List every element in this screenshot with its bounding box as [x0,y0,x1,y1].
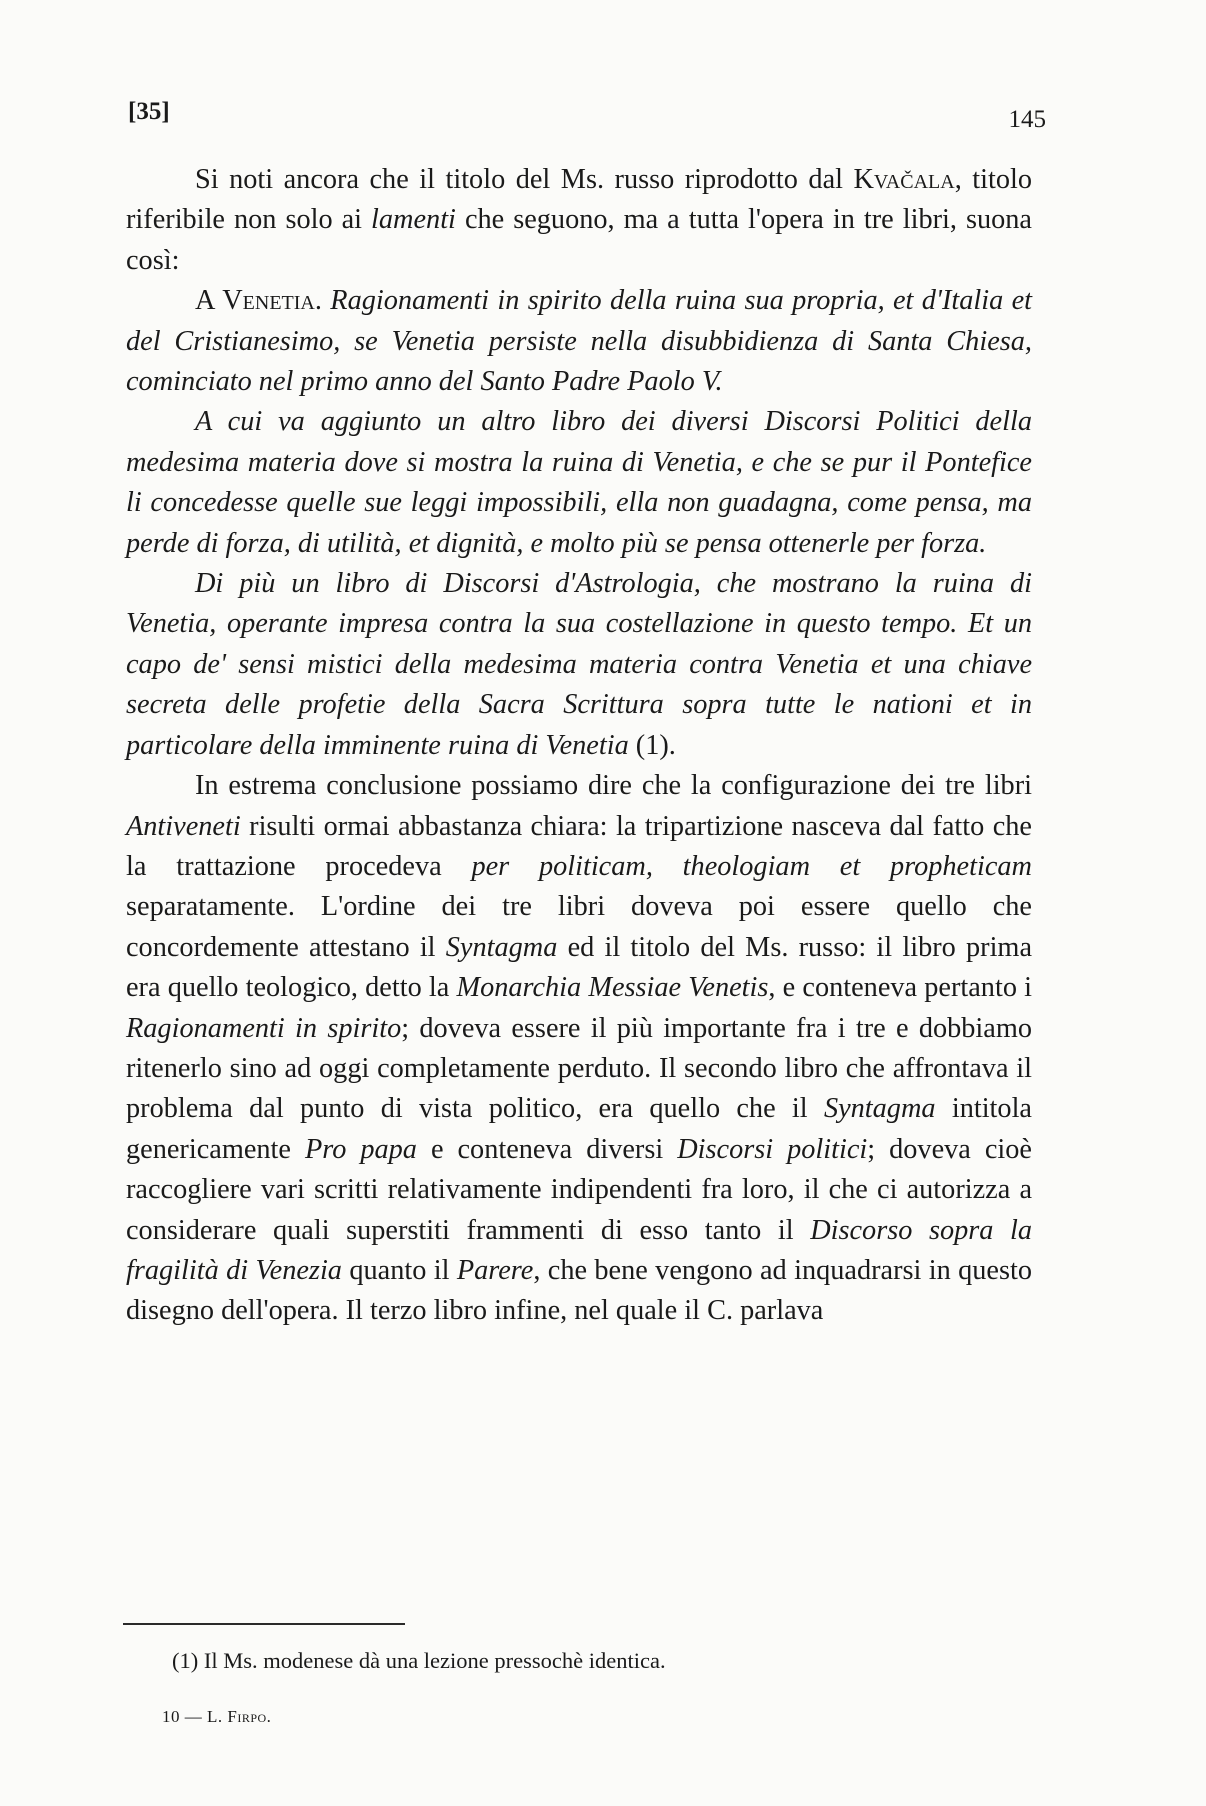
italic-text: Di più un libro di Discorsi d'Astrologia, che mostrano la ruina di Venetia, operante impresa contra la sua costellazione in questo tempo. Et un capo de' sensi mistici della medesima materia contra Venetia et una chiave secreta delle profetie della Sacra Scrittura sopra tutte le nationi et in particolare della imminente ruina di Venetia [126,568,1032,761]
text-run: . [314,285,331,317]
paragraph [126,766,1032,1332]
running-header [128,98,1046,133]
page-section-number: [35] [128,98,170,125]
text-run: ; doveva cioè raccogliere vari scritti relativamente indipendenti fra loro, il che ci autorizza a considerare quali superstiti frammenti di esso tanto il [126,1133,1032,1246]
paragraph [126,564,1032,766]
text-run: Si noti ancora che il titolo del Ms. russo riprodotto dal [195,164,854,195]
text-run: intitola genericamente [126,1093,1032,1165]
text-run: ed il titolo del Ms. russo: il libro prima era quello teologico, detto la [126,931,1033,1004]
body-text [126,160,1032,1332]
italic-text: Syntagma [445,931,558,963]
italic-text: Pro papa [304,1133,417,1165]
text-run: risulti ormai abbastanza chiara: la tripartizione nasceva dal fatto che la trattazione procedeva [126,810,1032,882]
italic-text: Antiveneti [126,810,241,842]
footnote-rule [123,1623,405,1625]
text-run: (1). [628,729,676,761]
text-run: A [195,285,223,317]
signature-text: 10 — L. Firpo. [162,1707,272,1726]
paragraph [126,281,1032,402]
text-run: quanto il [341,1254,457,1286]
italic-text: per politicam, theologiam et propheticam [471,850,1032,882]
small-caps-text: Kvačala [853,164,955,195]
italic-text: Parere [456,1254,534,1286]
text-run: In estrema conclusione possiamo dire che la configurazione dei tre libri [195,770,1032,802]
paragraph [126,402,1032,564]
paragraph [126,160,1032,281]
italic-text: Monarchia Messiae Venetis [456,972,769,1004]
small-caps-text: Venetia [222,285,315,317]
page-number: 145 [1008,106,1046,133]
italic-text: Discorso sopra la fragilità di Venezia [126,1214,1032,1286]
italic-text: Ragionamenti in spirito della ruina sua propria, et d'Italia et del Cristianesimo, se Venetia persiste nella disubbidienza di Santa Chiesa, cominciato nel primo anno del Santo Padre Paolo V. [126,285,1033,398]
text-run: e conteneva diversi [416,1133,678,1165]
text-run: , e conteneva pertanto i [768,972,1032,1004]
text-run: , titolo riferibile non solo ai [126,164,1032,236]
text-run: che seguono, ma a tutta l'opera in tre libri, suona così: [126,204,1032,276]
italic-text: A cui va aggiunto un altro libro dei diversi Discorsi Politici della medesima materia dove si mostra la ruina di Venetia, e che se pur il Pontefice li concedesse quelle sue leggi impossibili, ella non guadagna, come pensa, ma perde di forza, di utilità, et dignità, e molto più se pensa ottenerle per forza. [126,406,1032,559]
text-run: , che bene vengono ad inquadrarsi in questo disegno dell'opera. Il terzo libro infine, nel quale il C. parlava [126,1254,1033,1327]
footnote: (1) Il Ms. modenese dà una lezione pressochè identica. [172,1648,666,1673]
italic-text: Ragionamenti in spirito [126,1012,402,1044]
text-run: separatamente. L'ordine dei tre libri doveva poi essere quello che concordemente attestano il [126,891,1032,963]
text-run: ; doveva essere il più importante fra i tre e dobbiamo ritenerlo sino ad oggi completamente perduto. Il secondo libro che affrontava il problema dal punto di vista politico, era quello che il [126,1012,1032,1125]
italic-text: lamenti [371,204,456,236]
signature-mark [162,1707,271,1727]
italic-text: Discorsi politici [677,1133,868,1165]
italic-text: Syntagma [823,1093,936,1125]
